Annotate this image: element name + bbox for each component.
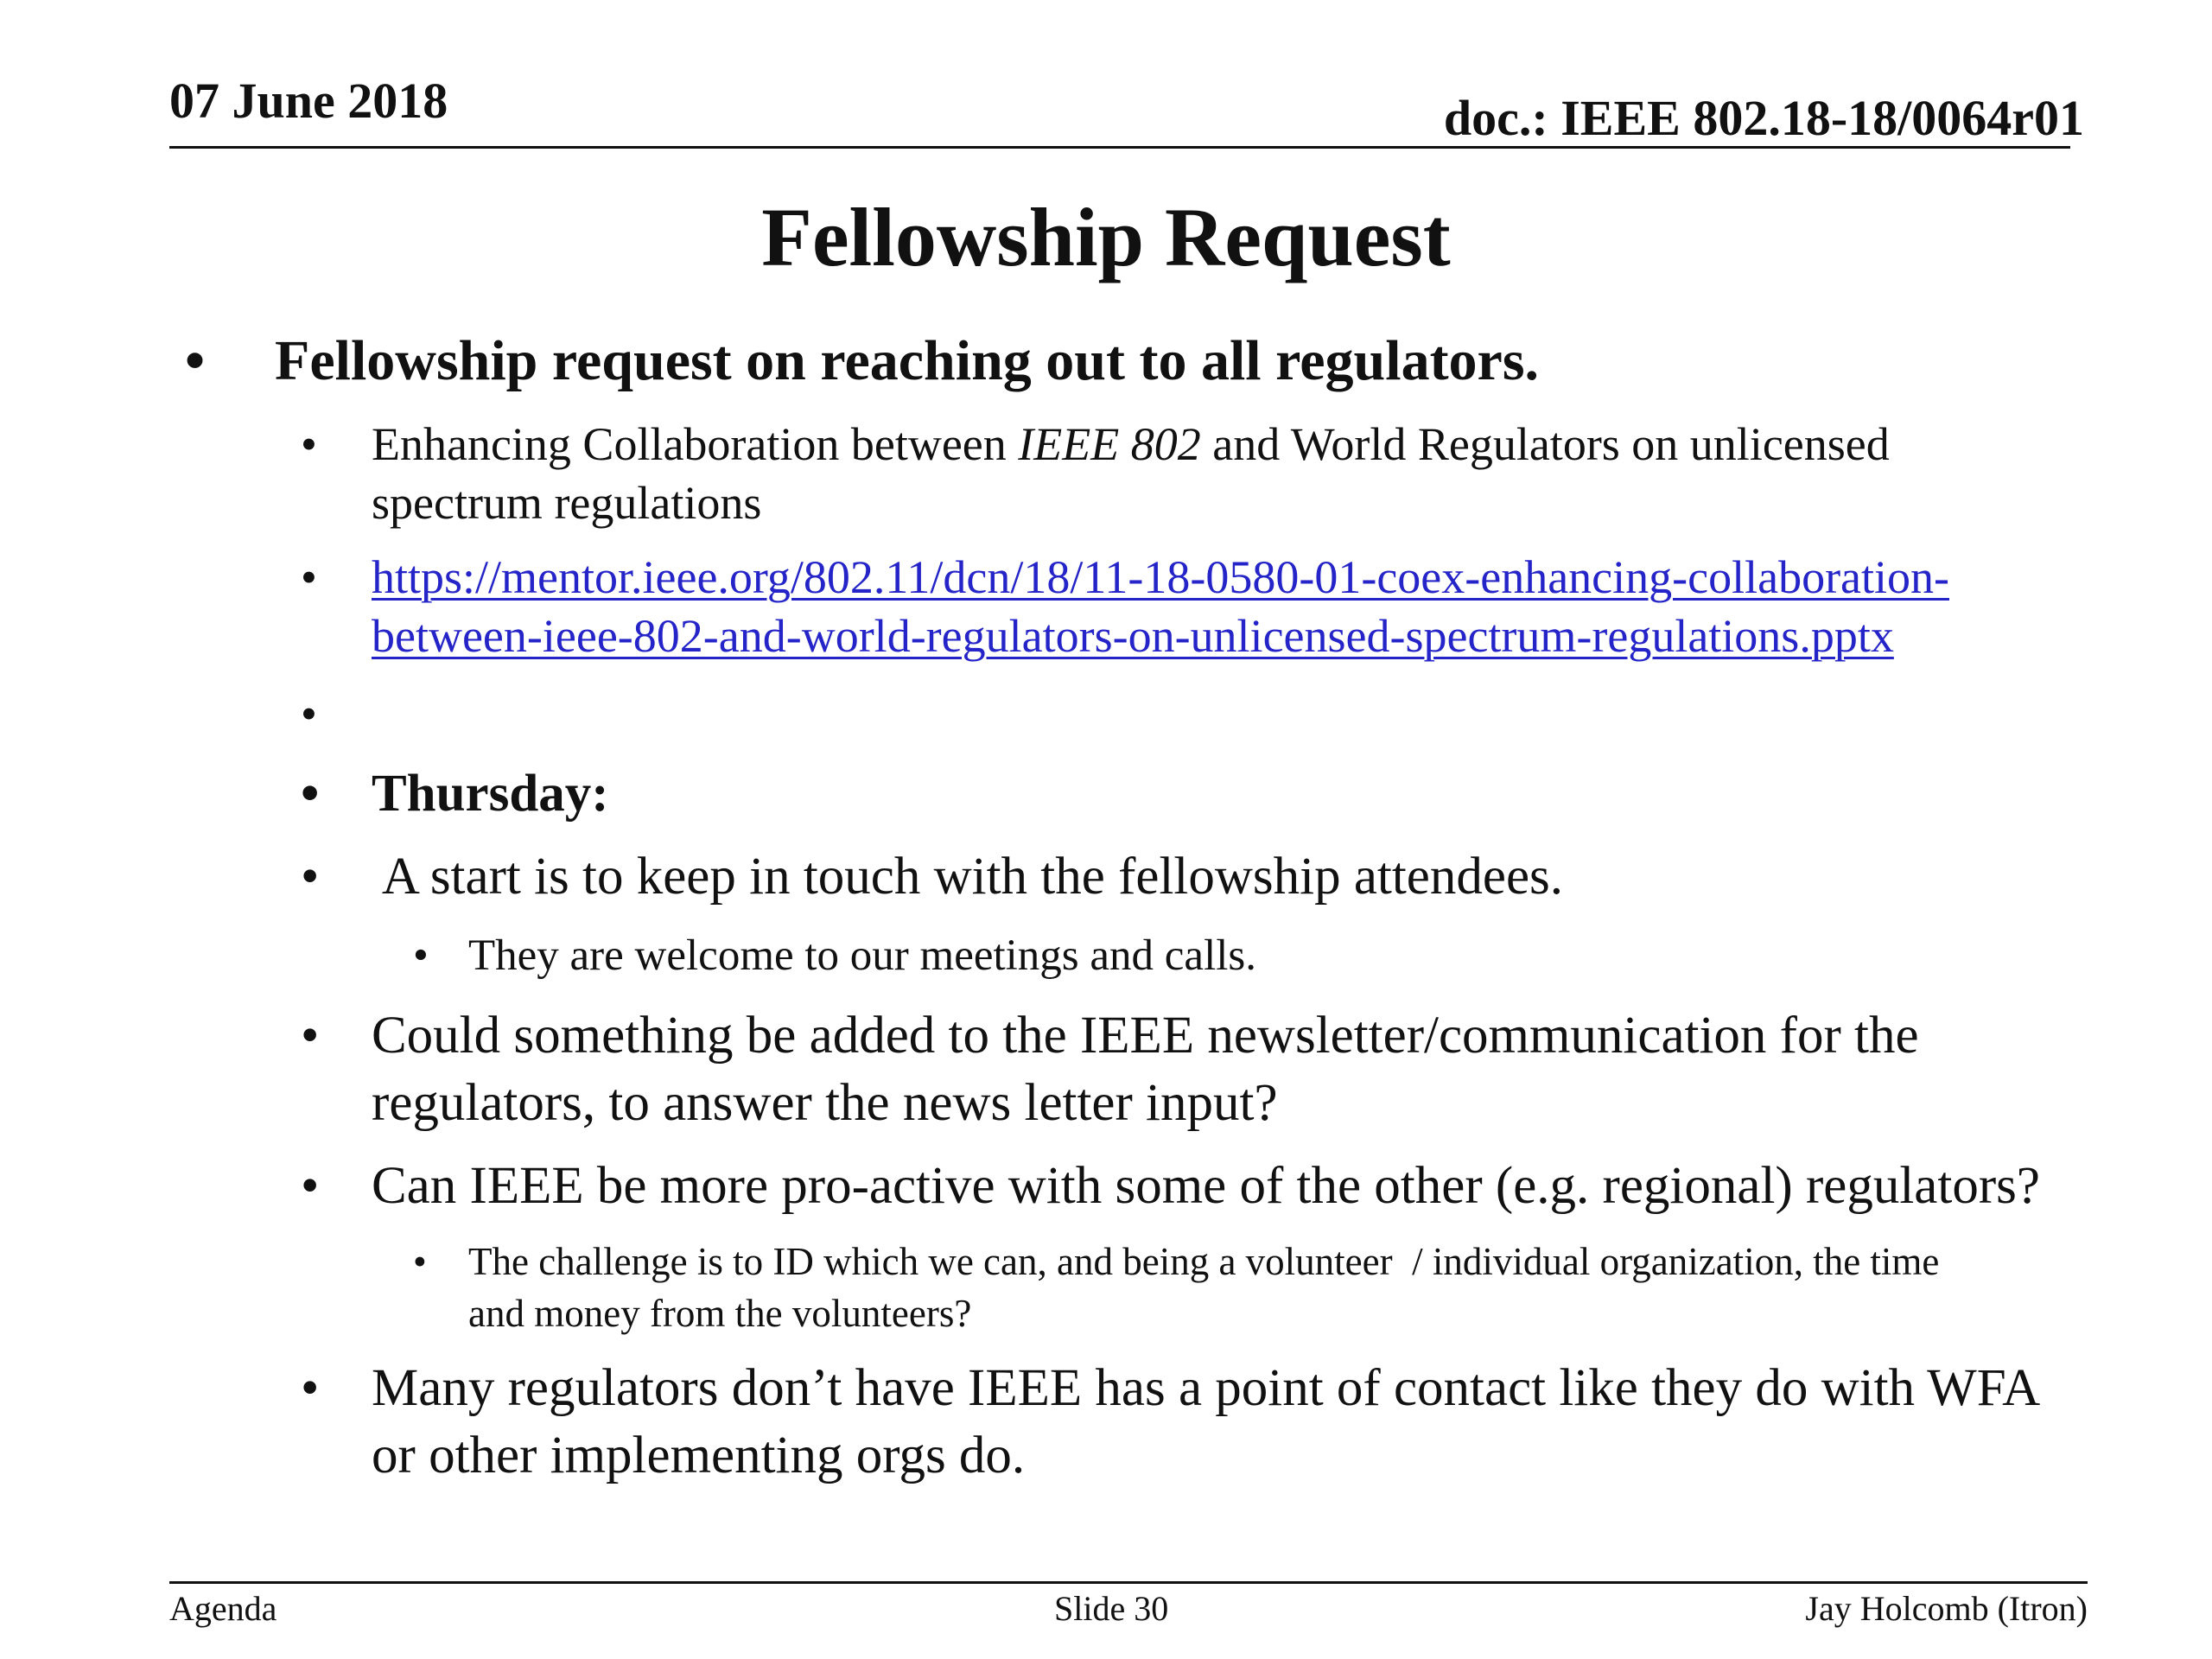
bullet-dot: •: [301, 551, 317, 603]
bullet-dot: •: [301, 765, 320, 823]
footer-divider: [169, 1581, 2088, 1584]
bullet-dot: •: [301, 1007, 320, 1065]
mentor-link[interactable]: [372, 548, 1949, 665]
bullet-challenge-line1: The challenge is to ID which we can, and being a volunteer / individual organization, the time: [468, 1240, 1940, 1283]
bullet-contact-line2: or other implementing orgs do.: [372, 1427, 1026, 1484]
footer-author: Jay Holcomb (Itron): [1805, 1589, 2088, 1628]
bullet-dot: •: [413, 1240, 427, 1283]
bullet-welcome-text: They are welcome to our meetings and calls.: [468, 931, 1256, 980]
header-divider: [169, 146, 2070, 149]
mentor-link-line2[interactable]: between-ieee-802-and-world-regulators-on-unlicensed-spectrum-regulations.pptx: [372, 610, 1894, 662]
bullet-dot: •: [301, 1157, 320, 1215]
bullet-main-text: Fellowship request on reaching out to all regulators.: [275, 329, 1540, 392]
bullet-dot: •: [413, 931, 429, 980]
bullet-contact-text: [372, 1355, 2040, 1490]
bullet-enhancing-text: [372, 415, 1890, 532]
bullet-dot: •: [301, 418, 317, 470]
bullet-newsletter-text: [372, 1002, 1919, 1137]
bullet-thursday-text: Thursday:: [372, 765, 609, 823]
bullet-challenge-text: [468, 1236, 1939, 1339]
bullet-newsletter-line2: regulators, to answer the news letter input?: [372, 1074, 1278, 1132]
bullet-dot: •: [301, 688, 317, 740]
slide-title: Fellowship Request: [761, 191, 1451, 283]
bullet-contact-line1: Many regulators don’t have IEEE has a point of contact like they do with WFA: [372, 1359, 2041, 1417]
footer-agenda: Agenda: [169, 1589, 277, 1628]
bullet-dot: •: [185, 329, 206, 392]
bullet-start-text: A start is to keep in touch with the fellowship attendees.: [372, 848, 1564, 906]
bullet-newsletter-line1: Could something be added to the IEEE newsletter/communication for the: [372, 1007, 1919, 1065]
mentor-link-line1[interactable]: https://mentor.ieee.org/802.11/dcn/18/11-18-0580-01-coex-enhancing-collaboration-: [372, 551, 1950, 603]
bullet-challenge-line2: and money from the volunteers?: [468, 1292, 972, 1335]
bullet-enhancing-text-line2: spectrum regulations: [372, 477, 762, 529]
bullet-dot: •: [301, 1359, 320, 1417]
bullet-dot: •: [301, 848, 320, 906]
bullet-enhancing-text-post: and World Regulators on unlicensed: [1200, 418, 1890, 470]
header-doc-id: doc.: IEEE 802.18-18/0064r01: [1443, 90, 2084, 146]
bullet-enhancing-text-pre: Enhancing Collaboration between: [372, 418, 1019, 470]
header-date: 07 June 2018: [169, 73, 448, 129]
bullet-enhancing-text-emphasis: IEEE 802: [1018, 418, 1201, 470]
bullet-proactive-text: Can IEEE be more pro-active with some of the other (e.g. regional) regulators?: [372, 1157, 2040, 1215]
footer-slide-number: Slide 30: [1054, 1589, 1169, 1628]
